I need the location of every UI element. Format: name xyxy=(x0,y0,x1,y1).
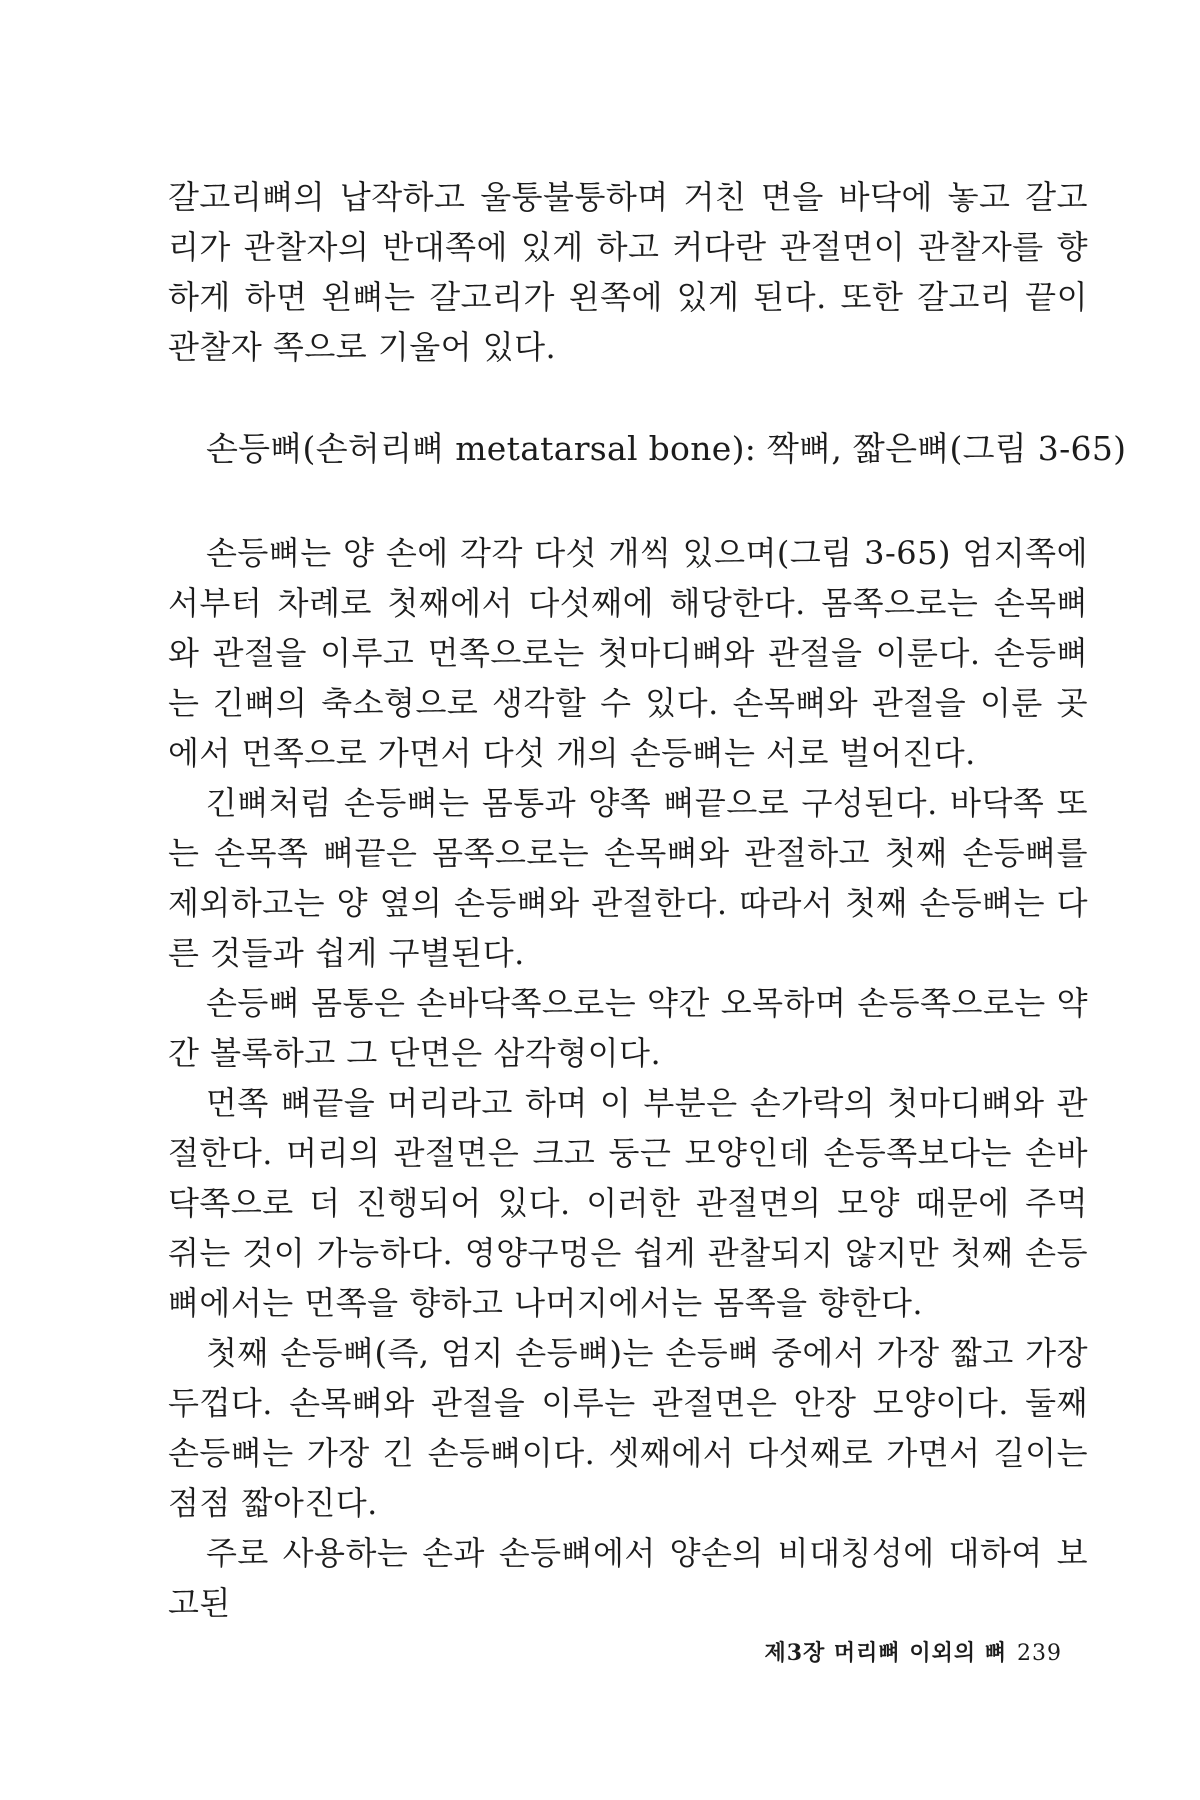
intro-text-block xyxy=(168,172,1088,372)
body-text-block xyxy=(168,528,1088,1628)
body-paragraph: 손등뼈 몸통은 손바닥쪽으로는 약간 오목하며 손등쪽으로는 약간 볼록하고 그 단면은 삼각형이다. xyxy=(168,984,1088,1072)
page-footer xyxy=(764,1636,1062,1667)
page-number: 239 xyxy=(1017,1641,1062,1666)
section-heading: 손등뼈(손허리뼈 metatarsal bone): 짝뼈, 짧은뼈(그림 3-65) xyxy=(206,429,1127,468)
body-paragraph: 긴뼈처럼 손등뼈는 몸통과 양쪽 뼈끝으로 구성된다. 바닥쪽 또는 손목쪽 뼈끝은 몸쪽으로는 손목뼈와 관절하고 첫째 손등뼈를 제외하고는 양 옆의 손등뼈와 관절한다. 따라서 첫째 손등뼈는 다른 것들과 쉽게 구별된다. xyxy=(168,784,1088,972)
body-paragraph: 첫째 손등뼈(즉, 엄지 손등뼈)는 손등뼈 중에서 가장 짧고 가장 두껍다. 손목뼈와 관절을 이루는 관절면은 안장 모양이다. 둘째 손등뼈는 가장 긴 손등뼈이다. 셋째에서 다섯째로 가면서 길이는 점점 짧아진다. xyxy=(168,1334,1088,1522)
body-paragraph: 손등뼈는 양 손에 각각 다섯 개씩 있으며(그림 3-65) 엄지쪽에서부터 차례로 첫째에서 다섯째에 해당한다. 몸쪽으로는 손목뼈와 관절을 이루고 먼쪽으로는 첫마디뼈와 관절을 이룬다. 손등뼈는 긴뼈의 축소형으로 생각할 수 있다. 손목뼈와 관절을 이룬 곳에서 먼쪽으로 가면서 다섯 개의 손등뼈는 서로 벌어진다. xyxy=(168,534,1088,772)
intro-paragraph: 갈고리뼈의 납작하고 울퉁불퉁하며 거친 면을 바닥에 놓고 갈고리가 관찰자의 반대쪽에 있게 하고 커다란 관절면이 관찰자를 향하게 하면 왼뼈는 갈고리가 왼쪽에 있게 된다. 또한 갈고리 끝이 관찰자 쪽으로 기울어 있다. xyxy=(168,178,1088,366)
body-paragraph: 먼쪽 뼈끝을 머리라고 하며 이 부분은 손가락의 첫마디뼈와 관절한다. 머리의 관절면은 크고 둥근 모양인데 손등쪽보다는 손바닥쪽으로 더 진행되어 있다. 이러한 관절면의 모양 때문에 주먹 쥐는 것이 가능하다. 영양구멍은 쉽게 관찰되지 않지만 첫째 손등뼈에서는 먼쪽을 향하고 나머지에서는 몸쪽을 향한다. xyxy=(168,1084,1088,1322)
chapter-title: 제3장 머리뼈 이외의 뼈 xyxy=(764,1640,1007,1666)
body-paragraph: 주로 사용하는 손과 손등뼈에서 양손의 비대칭성에 대하여 보고된 xyxy=(168,1534,1088,1622)
